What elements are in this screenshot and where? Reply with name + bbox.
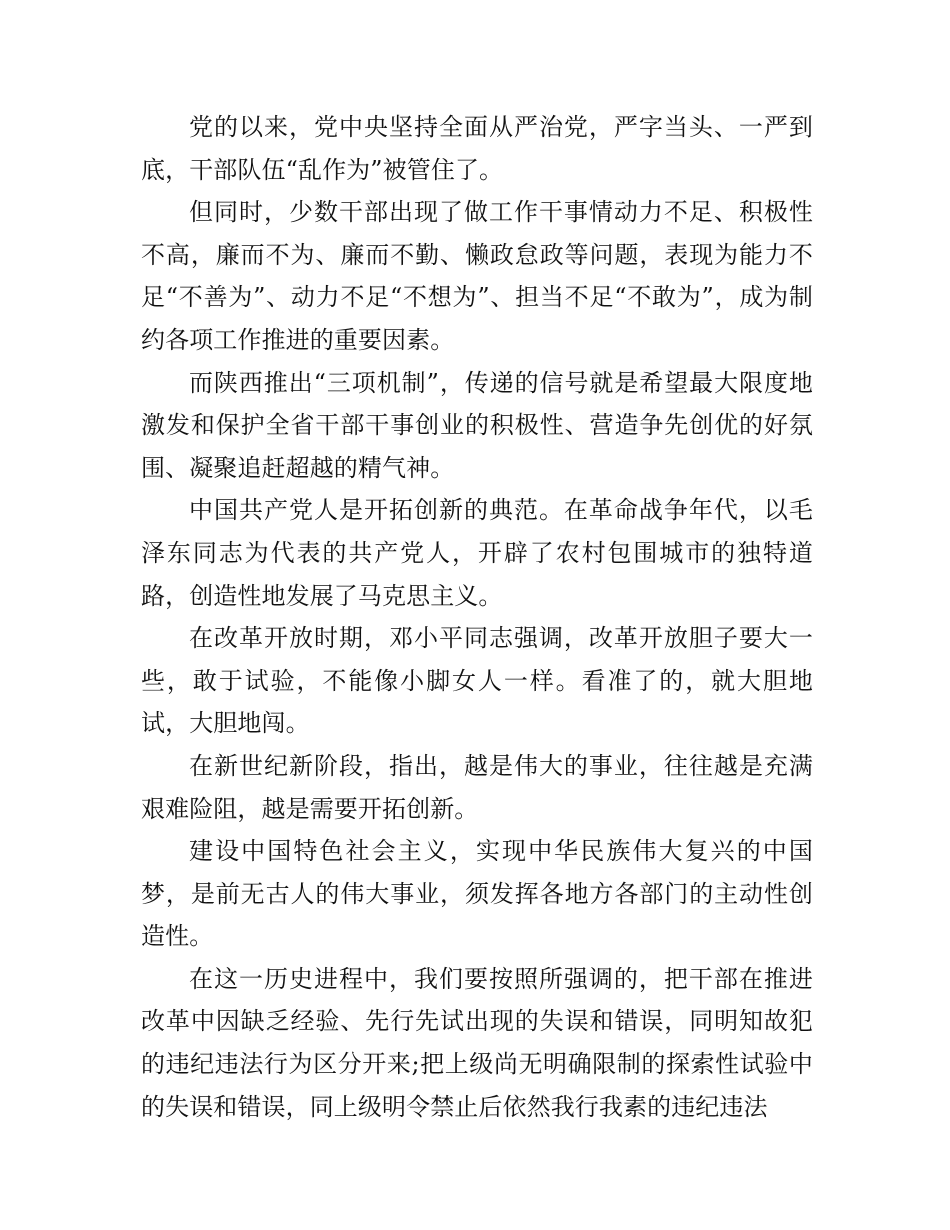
paragraph: 而陕西推出“三项机制”，传递的信号就是希望最大限度地激发和保护全省干部干事创业的积极性、营造争先创优的好氛围、凝聚追赶超越的精气神。 <box>141 368 813 482</box>
paragraph: 中国共产党人是开拓创新的典范。在革命战争年代，以毛泽东同志为代表的共产党人，开辟了农村包围城市的独特道路，创造性地发展了马克思主义。 <box>141 496 813 610</box>
paragraph: 党的以来，党中央坚持全面从严治党，严字当头、一严到底，干部队伍“乱作为”被管住了。 <box>141 113 813 184</box>
paragraph: 在新世纪新阶段，指出，越是伟大的事业，往往越是充满艰难险阻，越是需要开拓创新。 <box>141 751 813 823</box>
paragraph: 在改革开放时期，邓小平同志强调，改革开放胆子要大一些，敢于试验，不能像小脚女人一样。看准了的，就大胆地试，大胆地闯。 <box>141 624 813 738</box>
document-body <box>141 106 813 1128</box>
paragraph: 建设中国特色社会主义，实现中华民族伟大复兴的中国梦，是前无古人的伟大事业，须发挥各地方各部门的主动性创造性。 <box>141 837 813 951</box>
paragraph: 在这一历史进程中，我们要按照所强调的，把干部在推进改革中因缺乏经验、先行先试出现的失误和错误，同明知故犯的违纪违法行为区分开来;把上级尚无明确限制的探索性试验中的失误和错误，同上级明令禁止后依然我行我素的违纪违法 <box>141 964 813 1121</box>
paragraph: 但同时，少数干部出现了做工作干事情动力不足、积极性不高，廉而不为、廉而不勤、懒政怠政等问题，表现为能力不足“不善为”、动力不足“不想为”、担当不足“不敢为”，成为制约各项工作推进的重要因素。 <box>141 198 813 354</box>
